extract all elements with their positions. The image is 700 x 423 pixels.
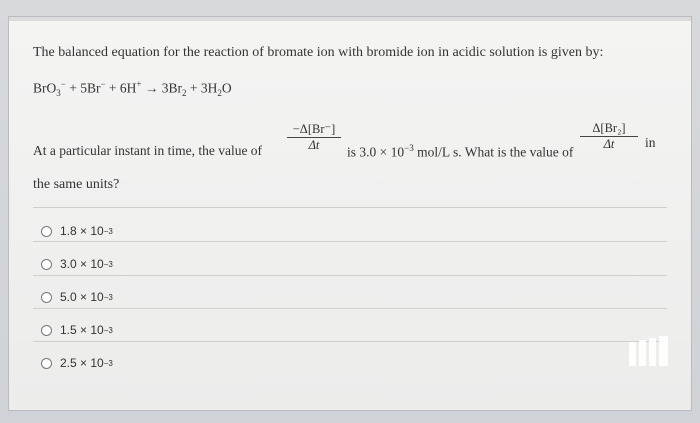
option-divider bbox=[33, 275, 667, 276]
answer-option-3[interactable]: 5.0 × 10 −3 bbox=[41, 287, 113, 307]
chemical-equation: $BrO_3^- + 5Br^- + 6H^+ \to 3Br_2 + 3H_2O$ bbox=[33, 79, 232, 99]
answer-option-1[interactable]: 1.8 × 10 −3 bbox=[41, 221, 113, 241]
answer-option-5[interactable]: 2.5 × 10 −3 bbox=[41, 353, 113, 373]
option-divider bbox=[33, 241, 667, 242]
answer-option-2[interactable]: 3.0 × 10 −3 bbox=[41, 254, 113, 274]
radio-button[interactable] bbox=[41, 325, 52, 336]
radio-button[interactable] bbox=[41, 226, 52, 237]
option-divider bbox=[33, 308, 667, 309]
units-text: the same units? bbox=[33, 177, 120, 192]
answer-option-4[interactable]: 1.5 × 10 −3 bbox=[41, 320, 113, 340]
radio-button[interactable] bbox=[41, 259, 52, 270]
question-card bbox=[8, 16, 692, 411]
option-divider bbox=[33, 341, 667, 342]
radio-button[interactable] bbox=[41, 358, 52, 369]
options-divider bbox=[33, 207, 667, 208]
bromine-rate-fraction: $\frac{\text{Δ[Br₂]}}{\Delta t}$ bbox=[580, 121, 638, 152]
top-divider bbox=[9, 17, 691, 21]
radio-button[interactable] bbox=[41, 292, 52, 303]
rate-statement: At a particular instant in time, the value of $\frac{-\Delta[Br^-]}{\Delta t}$ is $3.0 \times 10^{-3}$ mol/L s. What is the value of $\frac{\text{Δ[Br₂]}}{\Delta t}$ in bbox=[33, 121, 656, 160]
watermark-logo-icon bbox=[627, 336, 673, 368]
bromide-rate-fraction: $\frac{-\Delta[Br^-]}{\Delta t}$ bbox=[287, 121, 341, 153]
question-intro: The balanced equation for the reaction of bromate ion with bromide ion in acidic solution is given by: bbox=[33, 45, 604, 60]
